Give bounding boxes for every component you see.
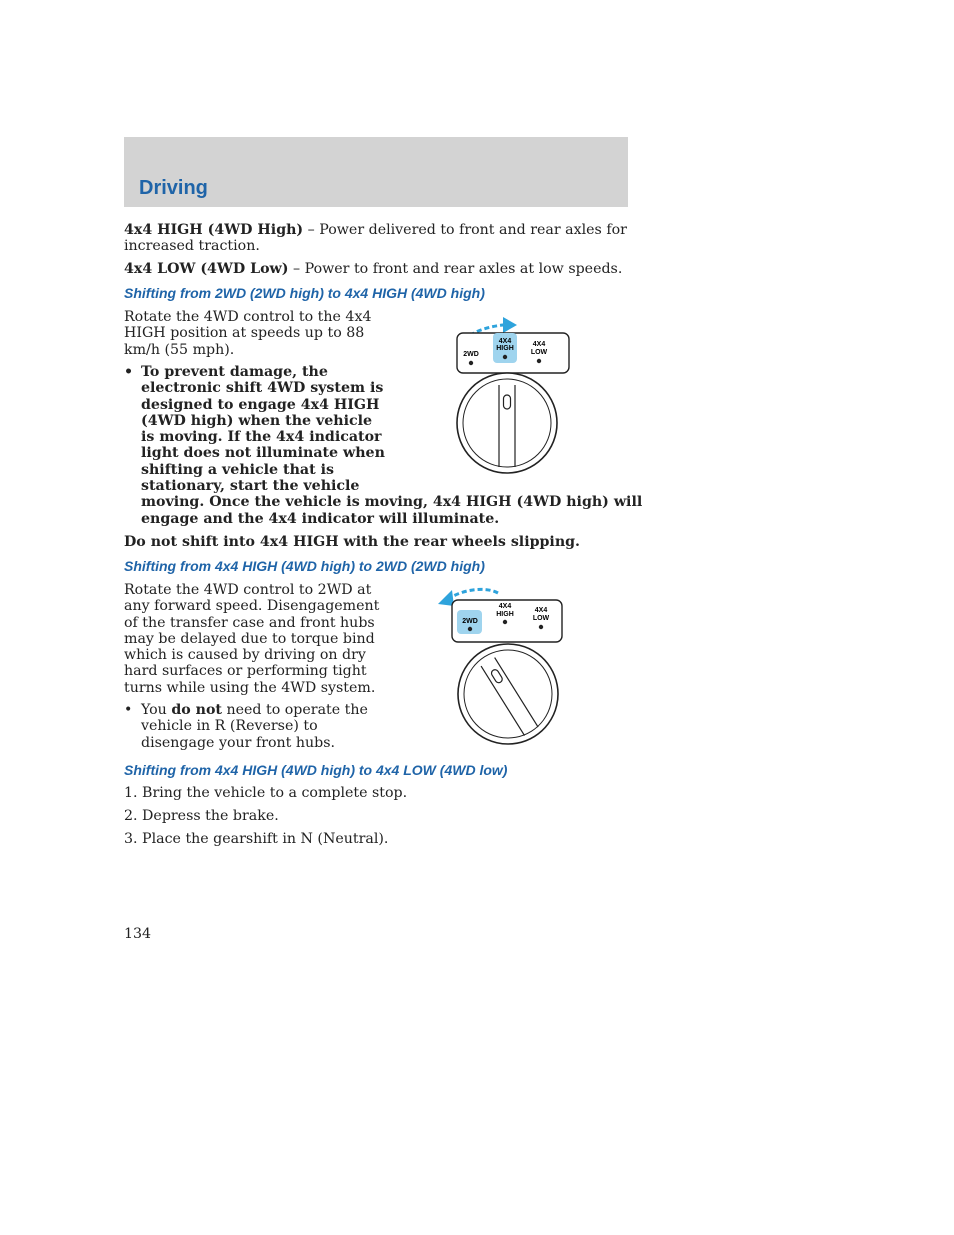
text-line: moving. Once the vehicle is moving, 4x4 HIGH (4WD high) will xyxy=(141,494,643,511)
indicator-dot xyxy=(539,625,543,629)
text-line: light does not illuminate when xyxy=(141,445,385,462)
text-line: which is caused by driving on dry xyxy=(124,647,366,664)
high-text: – Power delivered to front and rear axles for xyxy=(303,222,627,238)
text-span: You xyxy=(141,702,172,718)
text-line: designed to engage 4x4 HIGH xyxy=(141,396,380,413)
text-line: (4WD high) when the vehicle xyxy=(141,412,373,429)
section2-bullet xyxy=(124,702,368,751)
high-term: 4x4 HIGH (4WD High) xyxy=(124,222,304,238)
text-line: any forward speed. Disengagement xyxy=(124,598,380,615)
text-line: Rotate the 4WD control to the 4x4 xyxy=(124,309,372,325)
label-low: LOW xyxy=(532,615,550,622)
4wd-control-high-illustration xyxy=(445,305,580,485)
section2-heading: Shifting from 4x4 HIGH (4WD high) to 2WD (2WD high) xyxy=(124,558,485,574)
knob-pointer xyxy=(504,395,511,409)
text-line: engage and the 4x4 indicator will illuminate. xyxy=(141,510,500,527)
page-number: 134 xyxy=(124,926,152,942)
text-line: shifting a vehicle that is xyxy=(141,461,334,478)
text-line: is moving. If the 4x4 indicator xyxy=(141,429,382,446)
text-line: To prevent damage, the xyxy=(141,364,328,380)
text-span: need to operate the xyxy=(221,702,368,718)
low-definition xyxy=(124,261,622,277)
label-4x4: 4X4 xyxy=(498,603,512,610)
label-low: LOW xyxy=(530,349,548,356)
section3-heading: Shifting from 4x4 HIGH (4WD high) to 4x4 LOW (4WD low) xyxy=(124,762,508,778)
step-list xyxy=(124,785,407,847)
emphasis-text: do not xyxy=(171,702,222,718)
label-high: HIGH xyxy=(496,611,514,618)
text-line: hard surfaces or performing tight xyxy=(124,663,367,680)
text-line: turns while using the 4WD system. xyxy=(124,679,376,696)
text-line: HIGH position at speeds up to 88 xyxy=(124,325,365,342)
control-knob xyxy=(439,625,570,750)
section1-paragraph xyxy=(124,309,371,358)
text-line: may be delayed due to torque bind xyxy=(124,630,375,647)
indicator-dot xyxy=(503,355,507,359)
low-term: 4x4 LOW (4WD Low) xyxy=(124,261,289,277)
list-item: 3. Place the gearshift in N (Neutral). xyxy=(124,830,389,847)
4wd-control-2wd-illustration xyxy=(430,580,570,750)
indicator-dot xyxy=(468,627,472,631)
label-4x4: 4X4 xyxy=(498,338,512,345)
label-2wd: 2WD xyxy=(463,351,479,358)
section-header xyxy=(124,137,628,207)
section1-heading: Shifting from 2WD (2WD high) to 4x4 HIGH (4WD high) xyxy=(124,285,485,301)
list-item: 2. Depress the brake. xyxy=(124,807,279,824)
label-4x4: 4X4 xyxy=(532,341,546,348)
text-line: disengage your front hubs. xyxy=(141,734,336,751)
indicator-dot xyxy=(537,359,541,363)
label-high: HIGH xyxy=(496,345,514,352)
page-title: Driving xyxy=(139,177,208,199)
rotation-arc xyxy=(450,589,498,598)
low-text: – Power to front and rear axles at low speeds. xyxy=(288,261,623,277)
high-definition xyxy=(124,222,627,255)
warning-text: Do not shift into 4x4 HIGH with the rear wheels slipping. xyxy=(124,534,580,550)
arrow-left-icon xyxy=(438,590,454,606)
label-2wd: 2WD xyxy=(462,618,478,625)
text-line: Rotate the 4WD control to 2WD at xyxy=(124,582,372,598)
list-item: 1. Bring the vehicle to a complete stop. xyxy=(124,785,408,801)
control-knob xyxy=(457,373,557,473)
text-line: km/h (55 mph). xyxy=(124,341,235,358)
bullet-icon: • xyxy=(124,364,134,380)
indicator-dot xyxy=(503,620,507,624)
section2-paragraph xyxy=(124,582,379,696)
text-line: electronic shift 4WD system is xyxy=(141,380,384,397)
text-line: stationary, start the vehicle xyxy=(141,478,360,495)
high-text-2: increased traction. xyxy=(124,238,260,255)
bullet-icon: • xyxy=(124,702,133,718)
arrow-right-icon xyxy=(503,317,517,333)
text-line: vehicle in R (Reverse) to xyxy=(141,718,318,735)
section1-warning xyxy=(124,534,580,550)
text-line: of the transfer case and front hubs xyxy=(124,614,375,631)
indicator-dot xyxy=(469,361,473,365)
label-4x4: 4X4 xyxy=(534,607,548,614)
